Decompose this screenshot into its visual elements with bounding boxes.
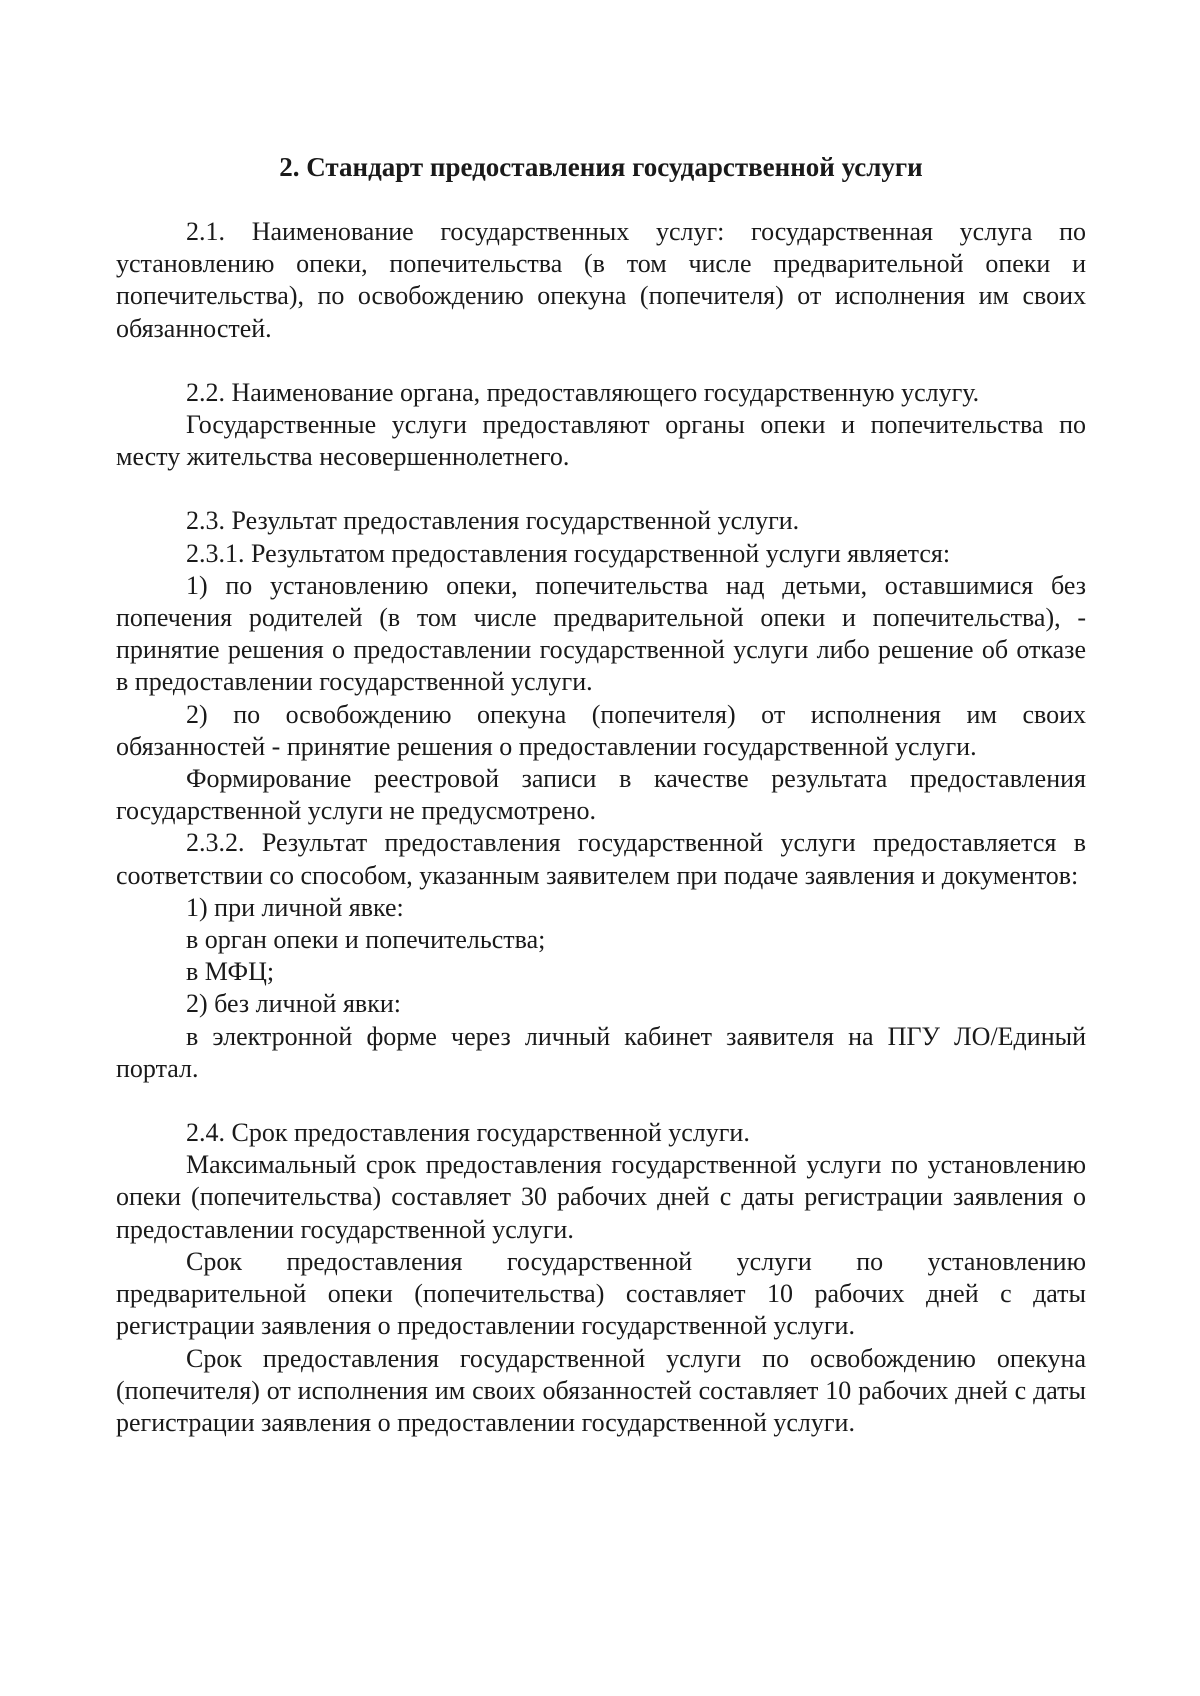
paragraph-2-1: 2.1. Наименование государственных услуг: государственная услуга по установлению опеки, попечительства (в том числе предварительной опеки и попечительства), по освобождению опекуна (попечителя) от исполнения им своих обязанностей. bbox=[116, 217, 1086, 343]
paragraph-2-3-2-item-1: 1) при личной явке: bbox=[186, 892, 404, 922]
section-heading: 2. Стандарт предоставления государственной услуги bbox=[279, 152, 923, 182]
paragraph-2-3: 2.3. Результат предоставления государственной услуги. bbox=[186, 506, 800, 536]
paragraph-2-4-max-term: Максимальный срок предоставления государственной услуги по установлению опеки (попечительства) составляет 30 рабочих дней с даты регистрации заявления о предоставлении государственной услуги. bbox=[116, 1150, 1086, 1244]
paragraph-2-2: 2.2. Наименование органа, предоставляющего государственную услугу. bbox=[186, 377, 980, 407]
paragraph-2-3-1-item-2: 2) по освобождению опекуна (попечителя) от исполнения им своих обязанностей - принятие решения о предоставлении государственной услуги. bbox=[116, 699, 1086, 761]
paragraph-2-3-1-item-1: 1) по установлению опеки, попечительства над детьми, оставшимися без попечения родителей (в том числе предварительной опеки и попечительства), - принятие решения о предоставлении государственной услуги либо решение об отказе в предоставлении государственной услуги. bbox=[116, 570, 1086, 697]
paragraph-2-3-2: 2.3.2. Результат предоставления государственной услуги предоставляется в соответствии со способом, указанным заявителем при подаче заявления и документов: bbox=[116, 828, 1086, 890]
paragraph-2-3-1: 2.3.1. Результатом предоставления государственной услуги является: bbox=[186, 538, 951, 568]
paragraph-2-3-2-option-mfc: в МФЦ; bbox=[186, 957, 275, 987]
paragraph-2-4: 2.4. Срок предоставления государственной услуги. bbox=[186, 1118, 750, 1148]
paragraph-2-3-2-option-electronic: в электронной форме через личный кабинет заявителя на ПГУ ЛО/Единый портал. bbox=[116, 1021, 1086, 1083]
paragraph-2-4-release-term: Срок предоставления государственной услуги по освобождению опекуна (попечителя) от исполнения им своих обязанностей составляет 10 рабочих дней с даты регистрации заявления о предоставлении государственной услуги. bbox=[116, 1343, 1086, 1437]
paragraph-2-3-2-item-2: 2) без личной явки: bbox=[186, 989, 401, 1019]
paragraph-registry-note: Формирование реестровой записи в качестве результата предоставления государственной услуги не предусмотрено. bbox=[116, 764, 1086, 826]
paragraph-2-4-preliminary-term: Срок предоставления государственной услуги по установлению предварительной опеки (попечительства) составляет 10 рабочих дней с даты регистрации заявления о предоставлении государственной услуги. bbox=[116, 1246, 1086, 1341]
paragraph-2-2-body: Государственные услуги предоставляют органы опеки и попечительства по месту жительства несовершеннолетнего. bbox=[116, 410, 1086, 472]
paragraph-2-3-2-option-guardianship: в орган опеки и попечительства; bbox=[186, 925, 546, 955]
document-body bbox=[116, 216, 1086, 1439]
